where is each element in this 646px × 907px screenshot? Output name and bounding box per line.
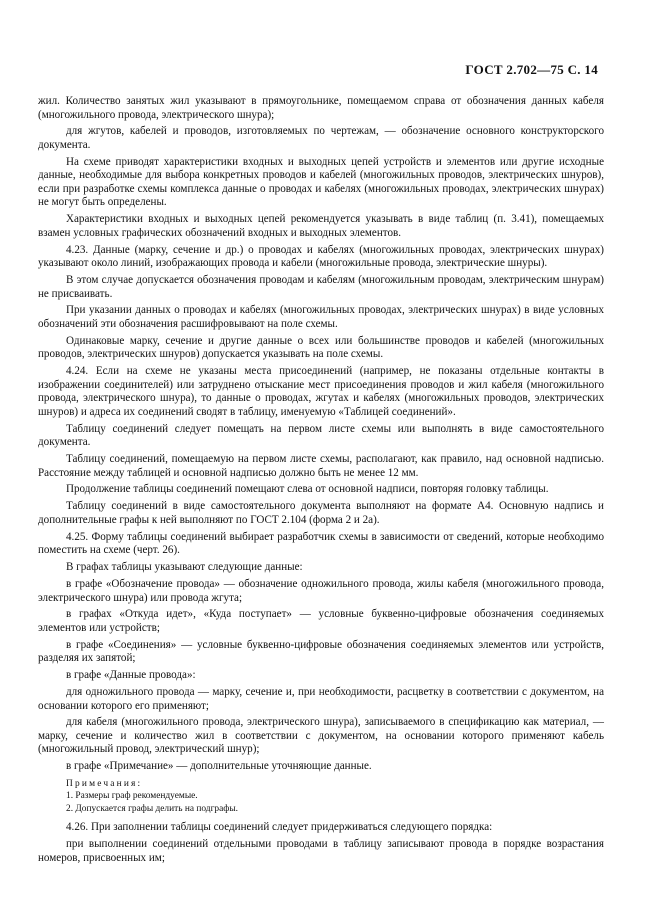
paragraph: Характеристики входных и выходных цепей рекомендуется указывать в виде таблиц (п. 3.41), помещаемых взамен условных графических обозначений входных и выходных элементов. <box>38 213 604 239</box>
paragraph: Таблицу соединений следует помещать на первом листе схемы или выполнять в виде самостоятельного документа. <box>38 422 604 449</box>
note-item: 1. Размеры граф рекомендуемые. <box>66 791 198 802</box>
closing-paragraph-list <box>38 821 604 865</box>
paragraph: в графах «Откуда идет», «Куда поступает» — условные буквенно-цифровые обозначения соединяемых элементов или устройств; <box>38 608 604 634</box>
paragraph: Одинаковые марку, сечение и другие данные о всех или большинстве проводов и кабелей (многожильных проводов, электрических шнуров) допускается указывать на поле схемы. <box>38 334 604 361</box>
paragraph: В этом случае допускается обозначения проводам и кабелям (многожильным проводам, электрическим шнурам) не присваивать. <box>38 274 604 300</box>
paragraph: На схеме приводят характеристики входных и выходных цепей устройств и элементов или другие исходные данные, необходимые для выбора конкретных проводов и кабелей (многожильных проводов, электрических шнуров), если при разработке схемы комплекса данные о проводах и кабелях (многожильных проводах, электрических шнурах) не могут быть определены. <box>38 155 604 209</box>
paragraph-list <box>38 95 604 774</box>
paragraph: 4.23. Данные (марку, сечение и др.) о проводах и кабелях (многожильных проводах, электрических шнурах) указывают около линий, изображающих провода и кабели (многожильные провода, электрические шнуры). <box>38 243 604 270</box>
paragraph: в графе «Данные провода»: <box>66 669 196 682</box>
paragraph: в графе «Примечание» — дополнительные уточняющие данные. <box>66 760 372 773</box>
paragraph: в графе «Обозначение провода» — обозначение одножильного провода, жилы кабеля (многожильного провода, электрического шнура) или провода жгута; <box>38 577 604 604</box>
paragraph: для одножильного провода — марку, сечение и, при необходимости, расцветку в соответствии с документом, на основании которого его применяют; <box>38 685 604 712</box>
paragraph: для жгутов, кабелей и проводов, изготовляемых по чертежам, — обозначение основного конструкторского документа. <box>38 125 604 151</box>
page-header: ГОСТ 2.702—75 С. 14 <box>465 62 598 77</box>
paragraph: Таблицу соединений в виде самостоятельного документа выполняют на формате А4. Основную надпись и дополнительные графы к ней выполняют по ГОСТ 2.104 (форма 2 и 2а). <box>38 500 604 526</box>
note-item: 2. Допускается графы делить на подграфы. <box>66 803 238 814</box>
paragraph: при выполнении соединений отдельными проводами в таблицу записывают провода в порядке возрастания номеров, присвоенных им; <box>38 838 604 864</box>
paragraph: 4.25. Форму таблицы соединений выбирает разработчик схемы в зависимости от сведений, которые необходимо поместить на схеме (черт. 26). <box>38 530 604 557</box>
paragraph: жил. Количество занятых жил указывают в прямоугольнике, помещаемом справа от обозначения данных кабеля (многожильного провода, электрического шнура); <box>38 95 604 121</box>
notes-title: Примечания: <box>66 778 143 789</box>
paragraph: При указании данных о проводах и кабелях (многожильных проводах, электрических шнурах) в виде условных обозначений эти обозначения расшифровывают на поле схемы. <box>38 304 604 330</box>
paragraph: Продолжение таблицы соединений помещают слева от основной надписи, повторяя головку таблицы. <box>66 483 549 496</box>
document-body <box>38 95 604 869</box>
paragraph: для кабеля (многожильного провода, электрического шнура), записываемого в спецификацию как материал, — марку, сечение и количество жил в соответствии с документом, на основании которого применяют кабель (многожильный провод, электрический шнур); <box>38 716 604 756</box>
notes-block <box>38 778 604 816</box>
paragraph: 4.24. Если на схеме не указаны места присоединений (например, не показаны отдельные контакты в изображении соединителей) или затруднено отыскание мест присоединения проводов и жил кабеля (многожильного провода, электрического шнура), то данные о проводах, жгутах и кабелях (многожильных проводов, электрических шнуров) и адреса их соединений сводят в таблицу, именуемую «Таблицей соединений». <box>38 365 604 418</box>
paragraph: 4.26. При заполнении таблицы соединений следует придерживаться следующего порядка: <box>66 821 493 834</box>
paragraph: в графе «Соединения» — условные буквенно-цифровые обозначения соединяемых элементов или устройств, разделяя их запятой; <box>38 638 604 665</box>
paragraph: Таблицу соединений, помещаемую на первом листе схемы, располагают, как правило, над основной надписью. Расстояние между таблицей и основной надписью должно быть не менее 12 мм. <box>38 453 604 479</box>
paragraph: В графах таблицы указывают следующие данные: <box>66 561 303 574</box>
